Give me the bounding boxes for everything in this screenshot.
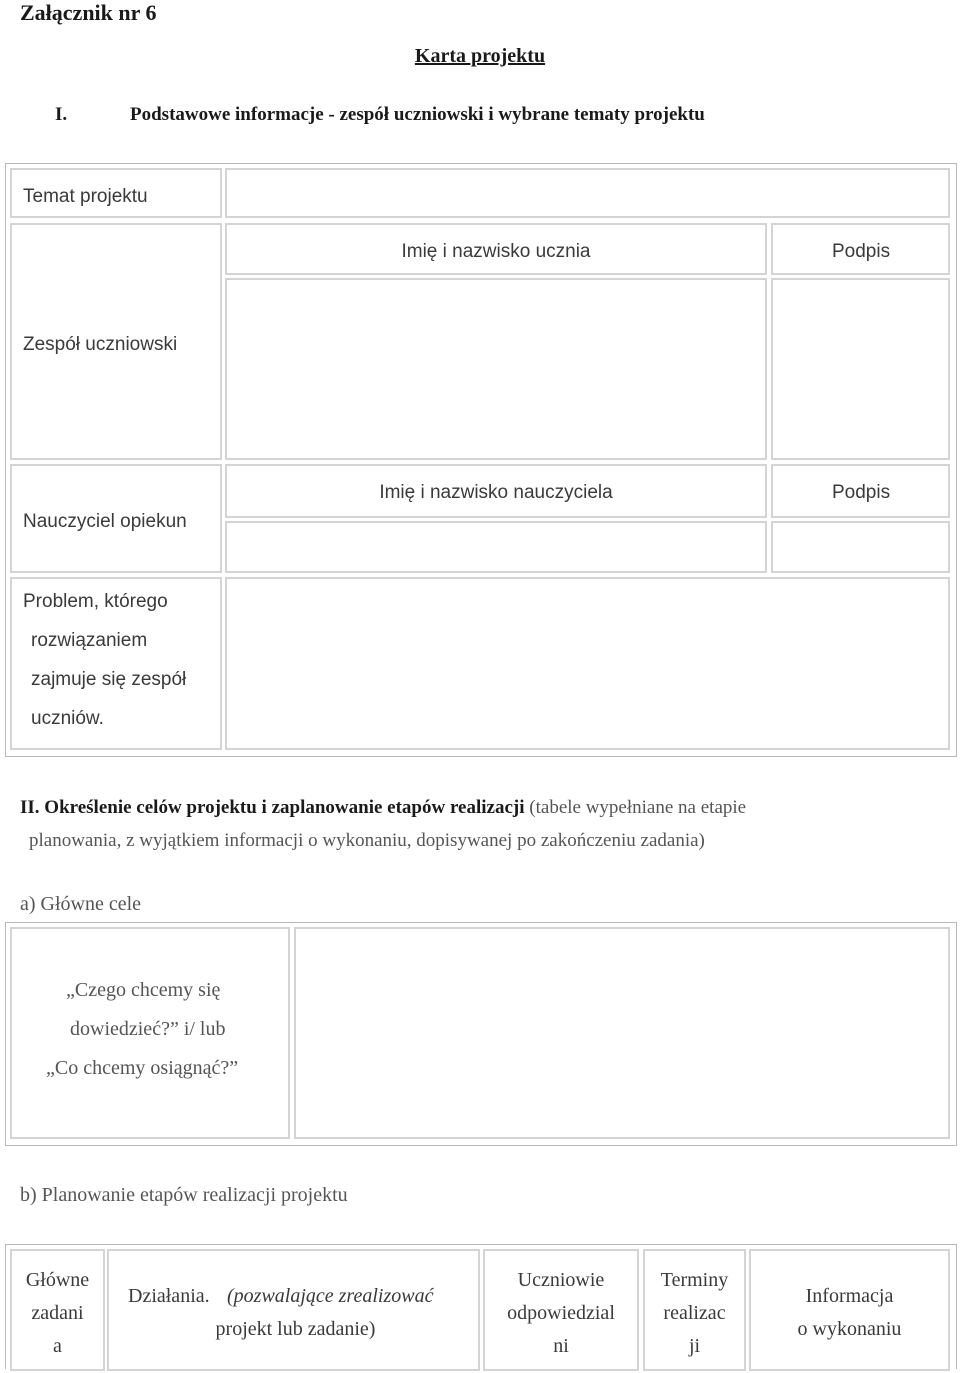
col-main-tasks-line3: a [53, 1335, 62, 1357]
teacher-name-header: Imię i nazwisko nauczyciela [379, 482, 613, 503]
goals-heading: a) Główne cele [20, 893, 142, 915]
problem-label-line3: zajmuje się zespół [31, 669, 187, 690]
goals-input-cell[interactable] [294, 927, 950, 1139]
col-responsible-line2: odpowiedzial [507, 1302, 615, 1324]
problem-label-line2: rozwiązaniem [31, 630, 148, 651]
goals-label-cell [10, 927, 290, 1139]
problem-label-line1: Problem, którego [23, 591, 168, 612]
col-main-tasks-line2: zadani [31, 1302, 84, 1324]
teacher-name-header-cell [225, 464, 767, 518]
section-2-heading [20, 792, 950, 823]
signature-header: Podpis [832, 241, 891, 262]
col-deadlines-line2: realizac [663, 1302, 726, 1324]
goals-table [5, 922, 957, 1146]
section-1-number: I. [55, 104, 68, 125]
col-actions [107, 1249, 480, 1371]
col-completion-info [749, 1249, 950, 1371]
col-completion-info-line2: o wykonaniu [797, 1318, 902, 1340]
goals-question-line2: dowiedzieć?” i/ lub [70, 1018, 226, 1040]
col-responsible [483, 1249, 639, 1371]
col-main-tasks [10, 1249, 105, 1371]
col-deadlines-line3: ji [688, 1335, 701, 1357]
col-main-tasks-line1: Główne [25, 1269, 90, 1291]
col-deadlines-line1: Terminy [660, 1269, 729, 1291]
col-actions-line2: projekt lub zadanie) [215, 1318, 376, 1340]
planning-table [5, 1244, 957, 1369]
teacher-signature-cell[interactable] [771, 521, 950, 573]
section-2-note: (tabele wypełniane na etapie [529, 797, 747, 818]
project-info-table [5, 163, 957, 757]
col-deadlines [643, 1249, 746, 1371]
team-label: Zespół uczniowski [23, 334, 178, 355]
topic-label: Temat projektu [23, 186, 148, 207]
topic-label-cell [10, 168, 222, 218]
problem-label-line4: uczniów. [31, 708, 104, 729]
card-title: Karta projektu [414, 45, 546, 67]
section-2-title: Określenie celów projektu i zaplanowanie etapów realizacji [44, 797, 525, 818]
col-actions-line1b: (pozwalające zrealizować [227, 1285, 434, 1307]
planning-heading: b) Planowanie etapów realizacji projektu [20, 1184, 348, 1206]
teacher-label: Nauczyciel opiekun [23, 511, 187, 532]
signature-header-cell [771, 223, 950, 275]
col-completion-info-line1: Informacja [805, 1285, 894, 1307]
attachment-title: Załącznik nr 6 [20, 0, 157, 25]
student-name-header-cell [225, 223, 767, 275]
section-1-heading [0, 104, 960, 130]
teacher-signature-header: Podpis [832, 482, 891, 503]
teacher-signature-header-cell [771, 464, 950, 518]
problem-label-cell [10, 577, 222, 750]
student-names-cell[interactable] [225, 278, 767, 460]
problem-input-cell[interactable] [225, 577, 950, 750]
col-responsible-line1: Uczniowie [517, 1269, 605, 1291]
col-actions-line1a: Działania. [128, 1285, 210, 1307]
col-responsible-line3: ni [553, 1335, 569, 1357]
goals-question-line3: „Co chcemy osiągnąć?” [46, 1057, 239, 1079]
section-1-title: Podstawowe informacje - zespół uczniowski i wybrane tematy projektu [130, 104, 705, 125]
goals-question-line1: „Czego chcemy się [66, 979, 221, 1001]
team-label-cell [10, 223, 222, 460]
section-2-number: II. [20, 797, 40, 818]
teacher-name-cell[interactable] [225, 521, 767, 573]
student-name-header: Imię i nazwisko ucznia [401, 241, 591, 262]
section-2-note-line2: planowania, z wyjątkiem informacji o wykonaniu, dopisywanej po zakończeniu zadania) [29, 830, 705, 851]
teacher-label-cell [10, 464, 222, 573]
student-signatures-cell[interactable] [771, 278, 950, 460]
topic-input-cell[interactable] [225, 168, 950, 218]
